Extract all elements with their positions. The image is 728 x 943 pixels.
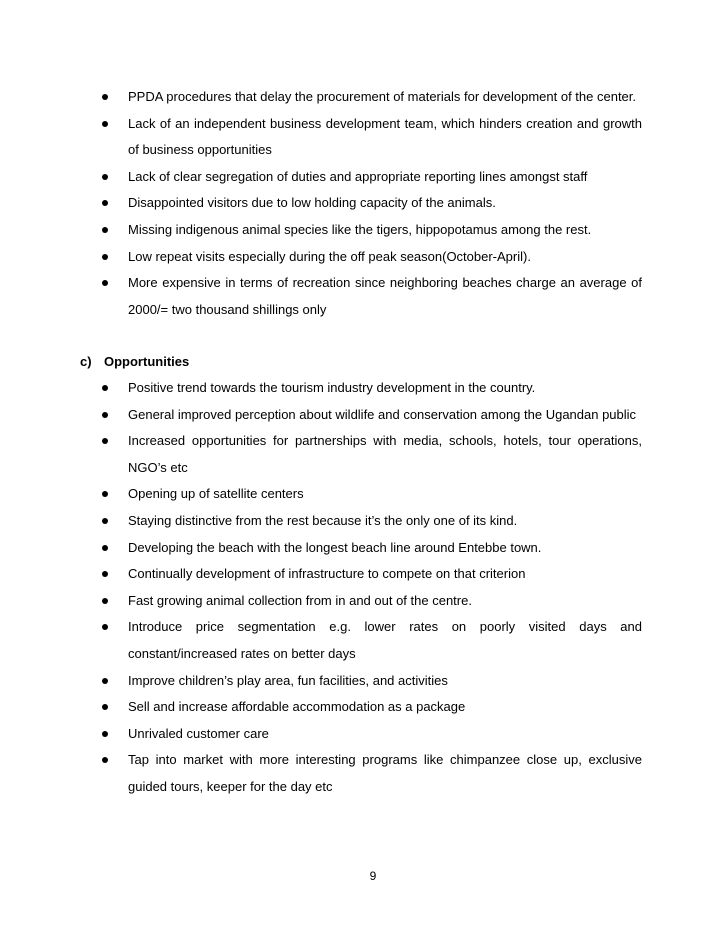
list-item (96, 84, 642, 111)
list-item-text: Lack of clear segregation of duties and appropriate reporting lines amongst staff (128, 168, 588, 184)
list-item (96, 721, 642, 748)
weaknesses-list (96, 84, 642, 323)
list-item (96, 535, 642, 562)
list-item (96, 588, 642, 615)
list-item (96, 747, 642, 800)
bullet-icon (102, 94, 108, 100)
section-heading-opportunities (80, 349, 189, 375)
list-item (96, 270, 642, 323)
bullet-icon (102, 518, 108, 524)
bullet-icon (102, 624, 108, 630)
list-item (96, 668, 642, 695)
list-item (96, 402, 642, 429)
bullet-icon (102, 200, 108, 206)
list-item (96, 428, 642, 481)
bullet-icon (102, 598, 108, 604)
bullet-icon (102, 174, 108, 180)
bullet-icon (102, 385, 108, 391)
bullet-icon (102, 678, 108, 684)
list-item (96, 190, 642, 217)
section-marker: c) (80, 354, 92, 369)
list-item-text: Developing the beach with the longest beach line around Entebbe town. (128, 539, 542, 555)
list-item-text: Disappointed visitors due to low holding capacity of the animals. (128, 195, 496, 211)
list-item-text: Unrivaled customer care (128, 725, 269, 741)
list-item-text: Continually development of infrastructure to compete on that criterion (128, 566, 526, 582)
list-item (96, 561, 642, 588)
list-item-text: Opening up of satellite centers (128, 486, 304, 502)
bullet-icon (102, 545, 108, 551)
list-item-text: Positive trend towards the tourism industry development in the country. (128, 380, 536, 395)
list-item-text: General improved perception about wildlife and conservation among the Ugandan public (128, 406, 637, 422)
list-item-text: Low repeat visits especially during the off peak season(October-April). (128, 248, 531, 264)
list-item-text: Improve children’s play area, fun facilities, and activities (128, 672, 448, 688)
list-item (96, 614, 642, 667)
list-item-text: Lack of an independent business development team, which hinders creation and growth of business opportunities (128, 115, 642, 158)
list-item-text: Increased opportunities for partnerships with media, schools, hotels, tour operations, NGO’s etc (128, 433, 642, 475)
bullet-icon (102, 731, 108, 737)
section-heading-text: Opportunities (104, 354, 190, 369)
list-item (96, 217, 642, 244)
bullet-icon (102, 280, 108, 286)
bullet-icon (102, 412, 108, 418)
list-item (96, 508, 642, 535)
bullet-icon (102, 438, 108, 444)
list-item-text: Missing indigenous animal species like the tigers, hippopotamus among the rest. (128, 221, 592, 237)
list-item (96, 481, 642, 508)
bullet-icon (102, 757, 108, 763)
list-item (96, 694, 642, 721)
list-item (96, 111, 642, 164)
bullet-icon (102, 571, 108, 577)
bullet-icon (102, 491, 108, 497)
opportunities-list (96, 375, 642, 801)
bullet-icon (102, 227, 108, 233)
list-item-text: Sell and increase affordable accommodation as a package (128, 699, 466, 715)
list-item-text: PPDA procedures that delay the procurement of materials for development of the center. (128, 89, 637, 104)
list-item (96, 375, 642, 402)
list-item-text: Tap into market with more interesting programs like chimpanzee close up, exclusive guided tours, keeper for the day etc (128, 752, 642, 794)
list-item-text: More expensive in terms of recreation since neighboring beaches charge an average of 2000/= two thousand shillings only (128, 275, 642, 317)
list-item (96, 244, 642, 271)
list-item-text: Staying distinctive from the rest because it’s the only one of its kind. (128, 512, 518, 528)
bullet-icon (102, 121, 108, 127)
list-item-text: Introduce price segmentation e.g. lower rates on poorly visited days and constant/increased rates on better days (128, 619, 642, 661)
list-item (96, 164, 642, 191)
list-item-text: Fast growing animal collection from in and out of the centre. (128, 592, 472, 608)
bullet-icon (102, 254, 108, 260)
page-number: 9 (369, 869, 377, 883)
bullet-icon (102, 704, 108, 710)
